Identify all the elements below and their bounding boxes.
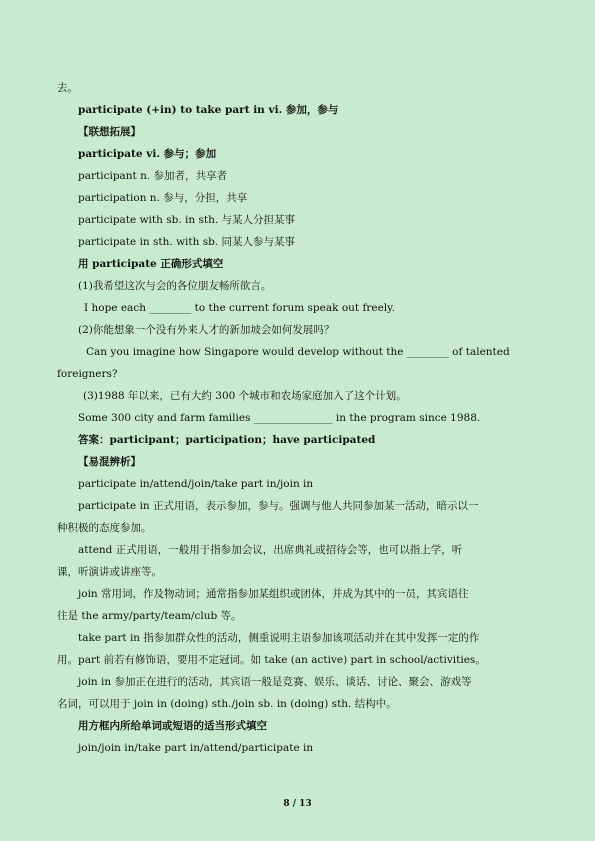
text-line: 去。 bbox=[57, 82, 78, 94]
text-line: participate in 正式用语，表示参加，参与。强调与他人共同参加某一活动，暗示以一 bbox=[78, 500, 479, 512]
text-line: take part in 指参加群众性的活动，侧重说明主语参加该项活动并在其中发挥一定的作 bbox=[78, 632, 480, 644]
section-heading: 【联想拓展】 bbox=[78, 126, 141, 138]
text-line: I hope each ________ to the current forum speak out freely. bbox=[84, 302, 396, 314]
text-line: join in 参加正在进行的活动，其宾语一般是竞赛、娱乐、谈话、讨论、聚会、游戏等 bbox=[78, 676, 472, 688]
text-line: join/join in/take part in/attend/participate in bbox=[78, 742, 314, 754]
text-line: join 常用词，作及物动词；通常指参加某组织或团体，并成为其中的一员，其宾语往 bbox=[78, 588, 469, 600]
answer-line: 答案：participant；participation；have participated bbox=[78, 434, 376, 446]
text-line: 课，听演讲或讲座等。 bbox=[57, 566, 162, 578]
text-line: (2)你能想象一个没有外来人才的新加坡会如何发展吗？ bbox=[78, 324, 335, 336]
page-number: 8 / 13 bbox=[283, 799, 312, 809]
text-line: participate in/attend/join/take part in/join in bbox=[78, 478, 314, 490]
text-line: 种积极的态度参加。 bbox=[57, 522, 152, 534]
text-line: foreigners? bbox=[57, 368, 118, 380]
text-line: participate (+in) to take part in vi. 参加，参与 bbox=[78, 104, 339, 116]
text-line: participate with sb. in sth. 与某人分担某事 bbox=[78, 214, 296, 226]
section-heading: 【易混辨析】 bbox=[78, 456, 141, 468]
text-line: (3)1988 年以来，已有大约 300 个城市和农场家庭加入了这个计划。 bbox=[83, 390, 407, 402]
text-line: Some 300 city and farm families _______________ in the program since 1988. bbox=[78, 412, 481, 424]
exercise-heading: 用 participate 正确形式填空 bbox=[78, 258, 224, 270]
exercise-heading: 用方框内所给单词或短语的适当形式填空 bbox=[78, 720, 267, 732]
text-line: 往是 the army/party/team/club 等。 bbox=[57, 610, 242, 622]
text-line: participation n. 参与，分担，共享 bbox=[78, 192, 248, 204]
text-line: 名词，可以用于 join in (doing) sth./join sb. in (doing) sth. 结构中。 bbox=[57, 698, 397, 710]
text-line: 用。part 前若有修饰语，要用不定冠词。如 take (an active) part in school/activities。 bbox=[57, 654, 486, 666]
text-line: attend 正式用语，一般用于指参加会议，出席典礼或招待会等，也可以指上学，听 bbox=[78, 544, 463, 556]
text-line: (1)我希望这次与会的各位朋友畅所欲言。 bbox=[78, 280, 272, 292]
text-line: participate in sth. with sb. 同某人参与某事 bbox=[78, 236, 296, 248]
text-line: Can you imagine how Singapore would develop without the ________ of talented bbox=[86, 346, 510, 358]
text-line: participant n. 参加者，共享者 bbox=[78, 170, 228, 182]
text-line: participate vi. 参与；参加 bbox=[78, 148, 217, 160]
